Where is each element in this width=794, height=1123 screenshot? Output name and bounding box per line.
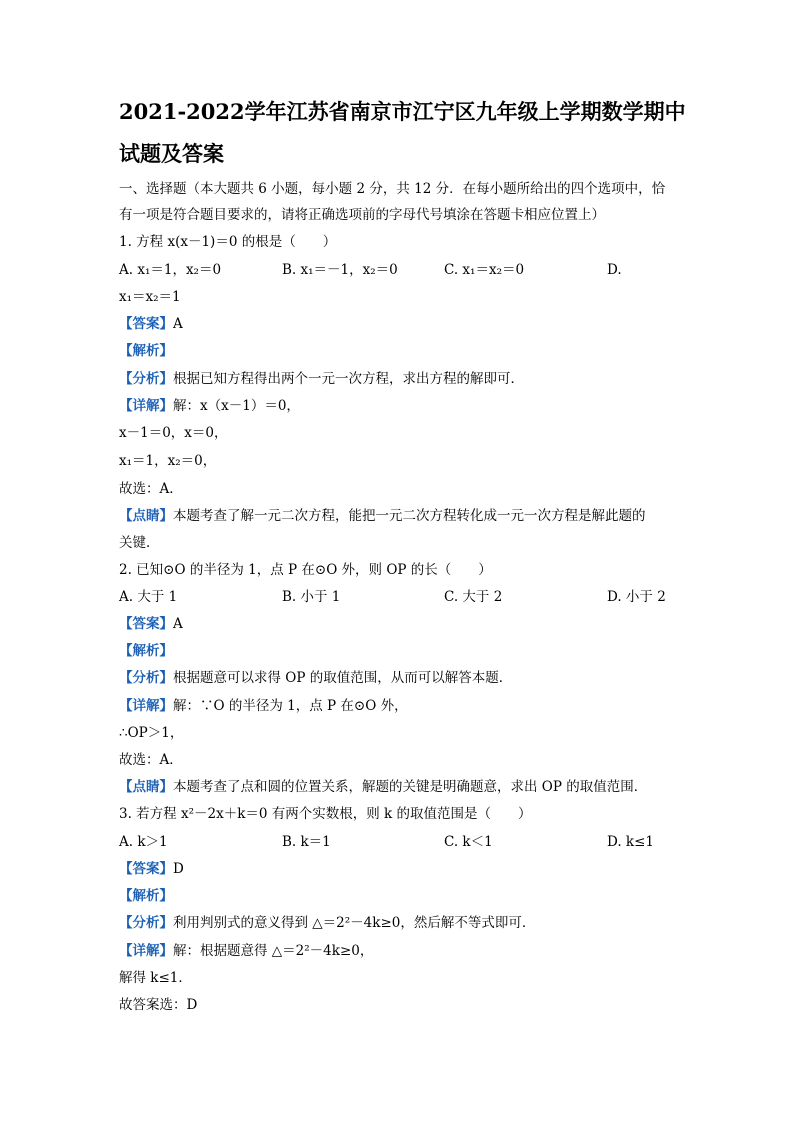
q1-answer-value: A: [173, 316, 183, 332]
q1-fenxi-text: 根据已知方程得出两个一元一次方程，求出方程的解即可．: [173, 371, 524, 387]
q3-option-d: D. k≤1: [607, 834, 655, 850]
q3-answer: [119, 860, 184, 878]
q2-fenxi: [119, 669, 512, 687]
comment-tag: 【点睛】: [119, 779, 173, 795]
q1-option-a: A. x₁＝1，x₂＝0: [119, 262, 222, 278]
q2-detail-line-3: 故选：A．: [119, 752, 183, 768]
q3-option-a: A. k＞1: [119, 834, 168, 850]
q3-fenxi: [119, 914, 535, 932]
analysis-tag: 【解析】: [119, 888, 173, 904]
q2-fenxi-text: 根据题意可以求得 OP 的取值范围，从而可以解答本题．: [173, 670, 513, 686]
q1-detail: [119, 397, 300, 415]
q3-stem: 3. 若方程 x²－2x＋k＝0 有两个实数根，则 k 的取值范围是（ ）: [119, 806, 532, 822]
q2-detail-line-1: 解：∵O 的半径为 1，点 P 在⊙O 外，: [173, 698, 408, 714]
q1-option-d: D.: [607, 262, 622, 278]
q1-comment-line-1: 本题考查了解一元二次方程，能把一元二次方程转化成一元一次方程是解此题的: [173, 508, 646, 524]
q2-stem: 2. 已知⊙O 的半径为 1，点 P 在⊙O 外，则 OP 的长（ ）: [119, 562, 492, 578]
q1-detail-line-3: x₁＝1，x₂＝0，: [119, 453, 217, 469]
q3-option-b: B. k＝1: [282, 834, 331, 850]
q3-analysis: [119, 887, 173, 905]
q2-option-b: B. 小于 1: [282, 589, 341, 605]
q1-detail-line-4: 故选：A．: [119, 481, 183, 497]
q2-comment: [119, 778, 647, 796]
q3-detail-line-1: 解：根据题意得 △＝2²－4k≥0，: [173, 943, 374, 959]
section-instructions-line-1: 一、选择题（本大题共 6 小题，每小题 2 分，共 12 分．在每小题所给出的四个选项中，恰: [119, 181, 666, 197]
q1-comment-line-2: 关键．: [119, 535, 160, 551]
analysis-tag: 【解析】: [119, 343, 173, 359]
q2-option-c: C. 大于 2: [444, 589, 503, 605]
fenxi-tag: 【分析】: [119, 670, 173, 686]
q1-option-d-continued: x₁＝x₂＝1: [119, 289, 181, 305]
q1-detail-line-2: x－1＝0，x＝0，: [119, 425, 228, 441]
q2-answer: [119, 615, 183, 633]
q1-option-c: C. x₁＝x₂＝0: [444, 262, 525, 278]
q1-answer: [119, 315, 183, 333]
q1-stem: 1. 方程 x(x－1)＝0 的根是（ ）: [119, 234, 337, 250]
q1-fenxi: [119, 370, 524, 388]
q2-option-d: D. 小于 2: [607, 589, 666, 605]
q2-analysis: [119, 642, 173, 660]
q2-comment-text: 本题考查了点和圆的位置关系，解题的关键是明确题意，求出 OP 的取值范围．: [173, 779, 648, 795]
comment-tag: 【点睛】: [119, 508, 173, 524]
q2-detail-line-2: ∴OP＞1，: [119, 725, 184, 741]
answer-tag: 【答案】: [119, 861, 173, 877]
q1-detail-line-1: 解：x（x－1）＝0，: [173, 398, 300, 414]
analysis-tag: 【解析】: [119, 643, 173, 659]
fenxi-tag: 【分析】: [119, 371, 173, 387]
q3-detail-line-3: 故答案选：D: [119, 997, 198, 1013]
q2-answer-value: A: [173, 616, 183, 632]
q3-detail-line-2: 解得 k≤1．: [119, 970, 192, 986]
answer-tag: 【答案】: [119, 616, 173, 632]
document-title-line-1: 2021-2022学年江苏省南京市江宁区九年级上学期数学期中: [119, 99, 686, 124]
q3-answer-value: D: [173, 861, 184, 877]
q3-detail: [119, 942, 373, 960]
fenxi-tag: 【分析】: [119, 915, 173, 931]
detail-tag: 【详解】: [119, 398, 173, 414]
q3-fenxi-text: 利用判别式的意义得到 △＝2²－4k≥0，然后解不等式即可．: [173, 915, 536, 931]
section-instructions-line-2: 有一项是符合题目要求的，请将正确选项前的字母代号填涂在答题卡相应位置上）: [119, 207, 605, 223]
q2-option-a: A. 大于 1: [119, 589, 178, 605]
document-title-line-2: 试题及答案: [119, 141, 224, 166]
q1-analysis: [119, 342, 173, 360]
q1-option-b: B. x₁＝－1，x₂＝0: [282, 262, 398, 278]
q1-comment: [119, 507, 646, 525]
answer-tag: 【答案】: [119, 316, 173, 332]
q2-detail: [119, 697, 408, 715]
detail-tag: 【详解】: [119, 943, 173, 959]
detail-tag: 【详解】: [119, 698, 173, 714]
q3-option-c: C. k＜1: [444, 834, 493, 850]
